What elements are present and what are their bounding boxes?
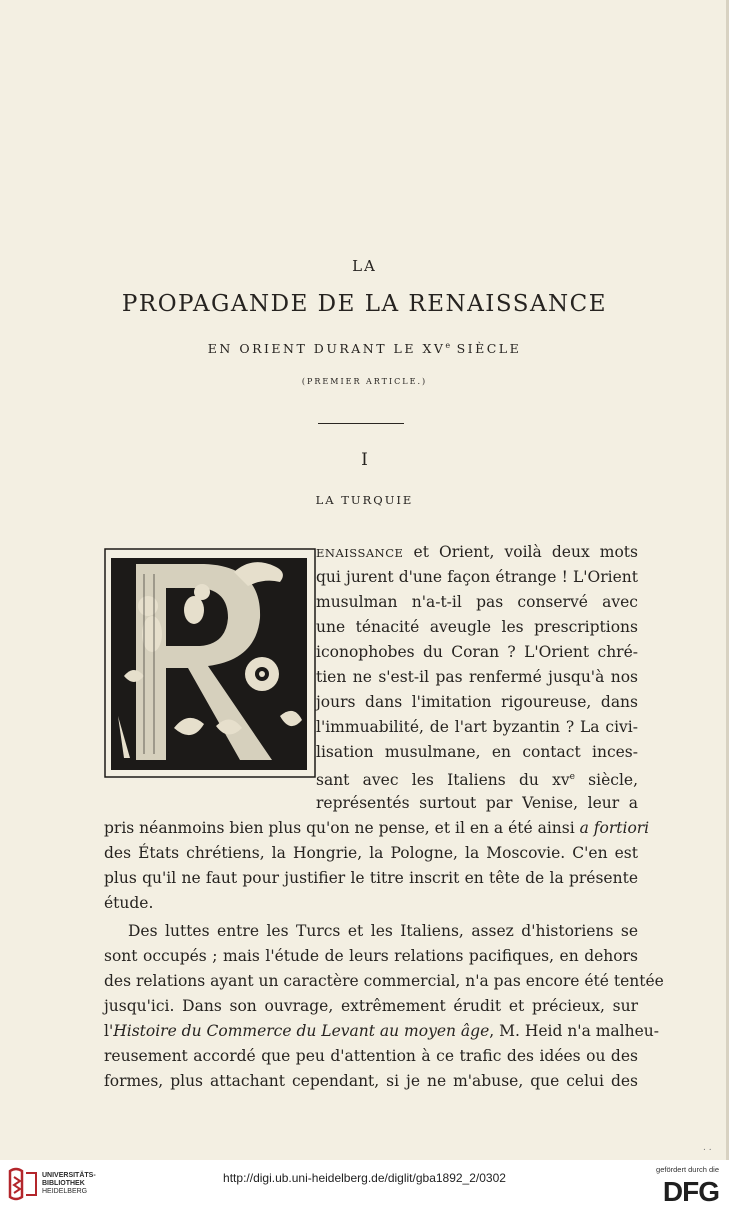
dfg-logo[interactable]: DFG (662, 1176, 719, 1207)
body-line: lisation musulmane, en contact inces- (316, 743, 638, 761)
heading-main-title: PROPAGANDE DE LA RENAISSANCE (121, 291, 608, 317)
body-line: une ténacité aveugle les prescriptions (316, 618, 638, 636)
body-line: jours dans l'imitation rigoureuse, dans (316, 693, 638, 711)
body-line: sant avec les Italiens du $xv^e$ siècle, (316, 771, 639, 790)
viewer-footer (0, 1160, 729, 1211)
body-line: ENAISSANCE et Orient, voilà deux mots (316, 543, 638, 561)
body-line: des États chrétiens, la Hongrie, la Pologne, la Moscovie. C'en est (104, 844, 638, 862)
heading-article-note: (PREMIER ARTICLE.) (301, 377, 428, 386)
heading-subtitle: EN ORIENT DURANT LE XVe SIÈCLE (207, 341, 522, 357)
body-line: représentés surtout par Venise, leur a (316, 794, 638, 812)
body-line: l'immuabilité, de l'art byzantin ? La civi- (316, 718, 638, 736)
body-line: pris néanmoins bien plus qu'on ne pense, et il en a été ainsi a fortiori (104, 819, 650, 837)
body-line: tien ne s'est-il pas renfermé jusqu'à nos (316, 668, 638, 686)
ornamental-initial-r-icon (104, 548, 316, 778)
margin-marks: . . (703, 1143, 712, 1153)
body-line: sont occupés ; mais l'étude de leurs relations pacifiques, en dehors (104, 947, 638, 965)
body-line: iconophobes du Coran ? L'Orient chré- (316, 643, 638, 661)
body-line: des relations ayant un caractère commercial, n'a pas encore été tentée (104, 972, 664, 990)
heading-article-word: LA (352, 257, 377, 275)
funding-tagline: gefördert durch die (656, 1165, 719, 1174)
body-line: l'Histoire du Commerce du Levant au moyen âge, M. Heid n'a malheu- (104, 1022, 660, 1040)
body-line: plus qu'il ne faut pour justifier le titre inscrit en tête de la présente (104, 869, 638, 887)
permalink-url[interactable]: http://digi.ub.uni-heidelberg.de/diglit/gba1892_2/0302 (223, 1171, 506, 1185)
section-title: LA TURQUIE (315, 493, 414, 507)
body-line: jusqu'ici. Dans son ouvrage, extrêmement érudit et précieux, sur (104, 997, 638, 1015)
section-numeral: I (361, 450, 368, 470)
body-line: qui jurent d'une façon étrange ! L'Orient (316, 568, 638, 586)
body-line: étude. (104, 894, 154, 912)
body-line: formes, plus attachant cependant, si je ne m'abuse, que celui des (104, 1072, 638, 1090)
body-line: reusement accordé que peu d'attention à ce trafic des idées ou des (104, 1047, 638, 1065)
body-line: musulman n'a-t-il pas conservé avec (316, 593, 638, 611)
university-library-name[interactable]: UNIVERSITÄTS- BIBLIOTHEK HEIDELBERG (42, 1172, 96, 1195)
body-line: Des luttes entre les Turcs et les Italiens, assez d'historiens se (128, 922, 638, 940)
heading-divider (318, 423, 404, 424)
